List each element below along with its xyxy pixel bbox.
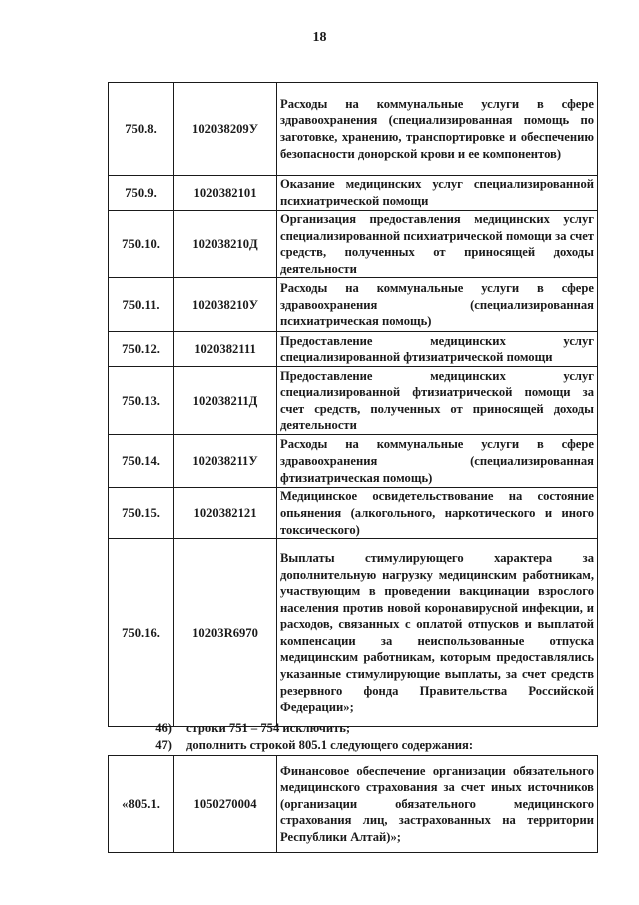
- row-code: 102038209У: [174, 83, 277, 176]
- row-code: 1050270004: [174, 756, 277, 853]
- table-row: [109, 211, 598, 278]
- row-description: Предоставление медицинских услуг специализированной фтизиатрической помощи: [277, 332, 598, 367]
- table-row: [109, 367, 598, 435]
- row-code: 10203R6970: [174, 539, 277, 727]
- list-item-46: [140, 720, 350, 736]
- list-item-47: [140, 737, 473, 753]
- table-row: [109, 488, 598, 539]
- table-row: [109, 539, 598, 727]
- row-number: 750.11.: [109, 278, 174, 332]
- table-row: [109, 176, 598, 211]
- row-description: Организация предоставления медицинских услуг специализированной психиатрической помощи за счет средств, полученных от приносящей доходы деятельности: [277, 211, 598, 278]
- table-row: [109, 332, 598, 367]
- row-number: 750.13.: [109, 367, 174, 435]
- row-number: 750.10.: [109, 211, 174, 278]
- row-code: 102038211Д: [174, 367, 277, 435]
- list-item-number: 46): [155, 721, 172, 735]
- table-row: [109, 278, 598, 332]
- row-description: Медицинское освидетельствование на состояние опьянения (алкогольного, наркотического и иного токсического): [277, 488, 598, 539]
- list-item-text: дополнить строкой 805.1 следующего содержания:: [186, 738, 474, 752]
- row-number: 750.8.: [109, 83, 174, 176]
- row-description: Оказание медицинских услуг специализированной психиатрической помощи: [277, 176, 598, 211]
- row-number: 750.9.: [109, 176, 174, 211]
- row-number: 750.12.: [109, 332, 174, 367]
- row-code: 1020382101: [174, 176, 277, 211]
- row-code: 102038210У: [174, 278, 277, 332]
- table-row: [109, 756, 598, 853]
- row-description: Расходы на коммунальные услуги в сфере здравоохранения (специализированная фтизиатрическая помощь): [277, 435, 598, 488]
- row-description: Выплаты стимулирующего характера за дополнительную нагрузку медицинским работникам, участвующим в проведении вакцинации взрослого населения против новой коронавирусной инфекции, и расходов, связанных с оплатой отпусков и выплатой компенсации за неиспользованные отпуска медицинским работникам, которым предоставлялись указанные стимулирующие выплаты, за счет средств резервного фонда Правительства Российской Федерации»;: [277, 539, 598, 727]
- row-number: «805.1.: [109, 756, 174, 853]
- row-description: Расходы на коммунальные услуги в сфере здравоохранения (специализированная психиатрическая помощь): [277, 278, 598, 332]
- row-number: 750.14.: [109, 435, 174, 488]
- page-number: 18: [312, 30, 327, 45]
- list-item-number: 47): [155, 738, 172, 752]
- row-description: Финансовое обеспечение организации обязательного медицинского страхования за счет иных источников (организации обязательного медицинского страхования лиц, застрахованных на территории Республики Алтай)»;: [277, 756, 598, 853]
- row-code: 102038211У: [174, 435, 277, 488]
- table-row: [109, 435, 598, 488]
- table-row: [109, 83, 598, 176]
- row-description: Предоставление медицинских услуг специализированной фтизиатрической помощи за счет средств, полученных от приносящей доходы деятельности: [277, 367, 598, 435]
- row-description: Расходы на коммунальные услуги в сфере здравоохранения (специализированная помощь по заготовке, хранению, транспортировке и обеспечению безопасности донорской крови и ее компонентов): [277, 83, 598, 176]
- budget-codes-table: [108, 82, 598, 727]
- row-code: 1020382111: [174, 332, 277, 367]
- row-number: 750.16.: [109, 539, 174, 727]
- row-code: 102038210Д: [174, 211, 277, 278]
- row-code: 1020382121: [174, 488, 277, 539]
- list-item-text: строки 751 – 754 исключить;: [186, 721, 351, 735]
- new-row-table: [108, 755, 598, 853]
- row-number: 750.15.: [109, 488, 174, 539]
